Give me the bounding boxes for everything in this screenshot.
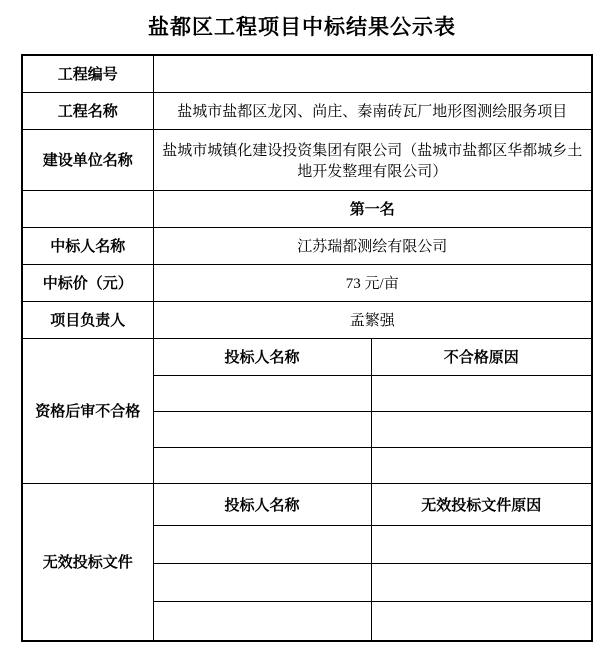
invalid-reason-cell <box>371 525 592 563</box>
qualification-bidder-cell <box>153 375 371 411</box>
winner-name-value: 江苏瑞都测绘有限公司 <box>153 227 592 264</box>
project-name-value: 盐城市盐都区龙冈、尚庄、秦南砖瓦厂地形图测绘服务项目 <box>153 92 592 129</box>
qualification-reason-cell <box>371 447 592 483</box>
qualification-bidder-cell <box>153 411 371 447</box>
invalid-bidder-cell <box>153 601 371 641</box>
project-leader-value: 孟繁强 <box>153 301 592 338</box>
project-number-value <box>153 55 592 92</box>
qualification-failed-header-row <box>22 338 592 375</box>
qualification-failed-label: 资格后审不合格 <box>22 338 153 483</box>
qualification-bidder-name-column-header: 投标人名称 <box>153 338 371 375</box>
invalid-bid-header-row <box>22 483 592 525</box>
rank-empty-cell <box>22 190 153 227</box>
table-row <box>22 264 592 301</box>
table-row <box>22 55 592 92</box>
table-row <box>22 92 592 129</box>
table-row <box>22 227 592 264</box>
invalid-bid-label: 无效投标文件 <box>22 483 153 641</box>
qualification-bidder-cell <box>153 447 371 483</box>
winner-name-label: 中标人名称 <box>22 227 153 264</box>
table-row <box>22 190 592 227</box>
invalid-bidder-cell <box>153 525 371 563</box>
winning-price-label: 中标价（元） <box>22 264 153 301</box>
qualification-reason-cell <box>371 411 592 447</box>
winning-price-value: 73 元/亩 <box>153 264 592 301</box>
invalid-reason-cell <box>371 601 592 641</box>
table-row <box>22 129 592 190</box>
invalid-reason-cell <box>371 563 592 601</box>
bid-result-table <box>21 54 593 642</box>
invalid-bidder-cell <box>153 563 371 601</box>
invalid-bidder-name-column-header: 投标人名称 <box>153 483 371 525</box>
construction-unit-label: 建设单位名称 <box>22 129 153 190</box>
qualification-fail-reason-column-header: 不合格原因 <box>371 338 592 375</box>
construction-unit-value: 盐城市城镇化建设投资集团有限公司（盐城市盐都区华都城乡土地开发整理有限公司） <box>153 129 592 190</box>
table-row <box>22 301 592 338</box>
project-leader-label: 项目负责人 <box>22 301 153 338</box>
project-number-label: 工程编号 <box>22 55 153 92</box>
invalid-reason-column-header: 无效投标文件原因 <box>371 483 592 525</box>
project-name-label: 工程名称 <box>22 92 153 129</box>
qualification-reason-cell <box>371 375 592 411</box>
page-title: 盐都区工程项目中标结果公示表 <box>148 15 456 39</box>
rank-header: 第一名 <box>153 190 592 227</box>
